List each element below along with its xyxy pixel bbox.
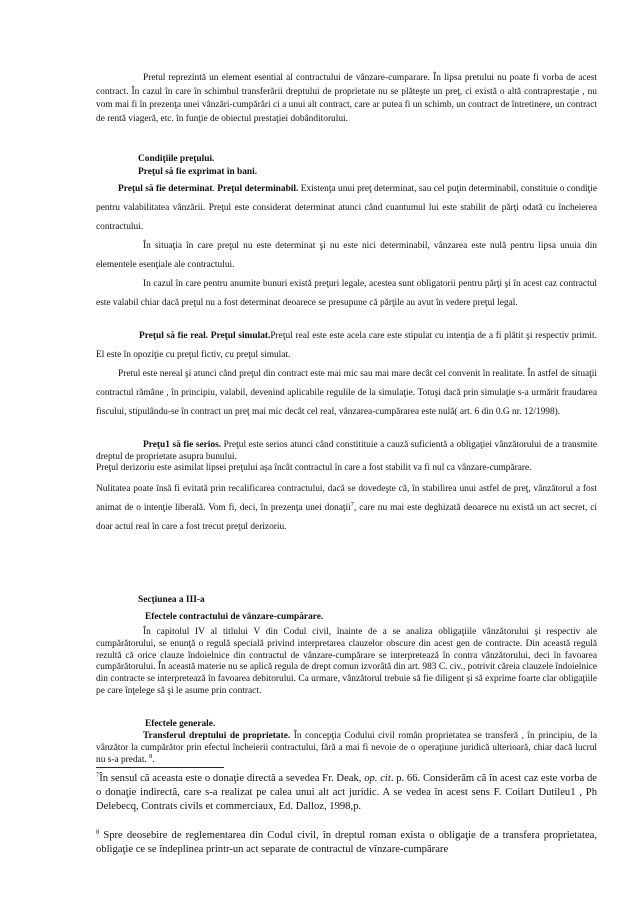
paragraph-real-price: Preţul să fie real. Preţul simulat.Preţul real este este acela care este stipulat cu intenţia de a fi plătit şi respectiv primit. El este în opoziţie cu preţul fictiv, cu preţul simulat. [96, 331, 597, 361]
footnote-separator [96, 767, 224, 768]
heading-price-in-money: Preţul să fie exprimat în bani. [138, 167, 258, 177]
paragraph-serious-price: Preţu1 să fie serios. Preţul este serios atunci când constitituie a cauză suficientă a obligaţiei vânzătorului de a transmite dreptul de proprietate asupra bunului. [96, 440, 597, 462]
footnote-ref-8: 8 [149, 752, 153, 760]
paragraph-determined-price: Preţul să fie determinat. Preţul determinabil. Existenţa unui preţ determinat, sau cel puţin determinabil, constituie o condiţie pentru valabilitatea vânzării. Preţul este considerat determinat atunci când cuantumul lui este stabilit de părţi odată cu încheierea contractului. [96, 184, 597, 233]
footnote-mark-8: 8 [96, 828, 100, 836]
paragraph-nullity-avoided: Nulitatea poate însă fi evitată prin recalificarea contractului, dacă se dovedeşte că, în stabilirea unui astfel de preţ, vânzătorul a fost animat de o intenţie liberală. Vom fi, deci, în prezenţa unei donaţii$^7$, care nu mai este deghizată deoarece nu există un act secret, ci doar actul real în care a fost trecut preţul derizoriu. [96, 484, 597, 533]
paragraph-derisory-price: Preţul derizoriu este asimilat lipsei preţului aşa încât contractul în care a fost stabilit va fi nul ca vânzare-cumpărare. [96, 463, 532, 473]
paragraph-legal-prices: In cazul în care pentru anumite bunuri există preţuri legale, acestea sunt obligatorii pentru părţi şi în acest caz contractul este valabil chiar dacă preţul nu a fost determinat deoarece se presupune că părţile au avut în vedere preţul legal. [96, 279, 597, 309]
paragraph-undetermined-price: În situaţia în care preţul nu este determinat şi nu este nici determinabil, vânzarea este nulă pentru lipsa unuia din elementele esenţiale ale contractului. [96, 241, 597, 271]
footnote-mark-7: 7 [96, 771, 100, 779]
heading-section-three: Secţiunea a III-a [138, 595, 205, 605]
heading-general-effects: Efectele generale. [145, 719, 216, 729]
footnote-ref-7: 7 [350, 501, 354, 509]
footnote-7: $^7$În sensul că aceasta este o donaţie directă a sevedea Fr. Deak, op. cit. p. 66. Considerăm că în acest caz este vorba de o donaţie indirectă, care s-a realizat pe calea unui alt act juridic. A se vedea în acest sens F. Coilart Dutileu1 , Ph Delebecq, Contrats civils et commerciaux, Ed. Dalloz, 1998,p. [96, 771, 598, 812]
footnote-8: $^8$ Spre deosebire de reglementarea din Codul civil, în dreptul roman exista o obligaţie de a transfera proprietatea, obligaţie ce se îndeplinea printr-un act separate de contractul de vînzare-cumpărare [96, 828, 597, 855]
heading-contract-effects: Efectele contractului de vânzare-cumpărare. [145, 612, 324, 622]
paragraph-price-definition: Pretul reprezintă un element esential al contractului de vânzare-cumparare. În lipsa pretului nu poate fi vorba de acest contract. În cazul în care în schimbul transferării dreptului de proprietate nu se plăteşte un preţ, ci există o altă contraprestaţie , nu vom mai fi în prezenţa unei vânzări-cumpărări ci a unui alt contract, care ar putea fi un schimb, un contract de întretinere, un contract de rentă viageră, etc. în funţie de obiectul prestaţiei dobânditorului. [96, 73, 597, 124]
heading-price-conditions: Condiţiile preţului. [138, 154, 215, 164]
paragraph-unreal-price: Pretul este nereal şi atunci când preţul din contract este mai mic sau mai mare decât cel convenit în realitate. În astfel de situaţii contractul rămâne , în principiu, valabil, devenind aplicabile regulile de la simulaţie. Totuşi dacă prin simulaţie s-a urmărit fraudarea fiscului, stipulându-se în contract un preţ mai mic decât cel real, vânzarea-cumpărarea este nulă( art. 6 din 0.G nr. 12/1998). [96, 369, 597, 418]
paragraph-interpretation-rule: În capitolul IV al titlului V din Codul civil, înainte de a se analiza obligaţiile vânzătorului şi respectiv ale cumpărătorului, se enunţă o regulă specială privind interpretarea clauzelor obscure din acest gen de contracte. Din această regulă rezultă că orice clauze îndoielnice din contractul de vânzare-cumpărare se interpretează în contra vânzătorului, deci în favoarea cumpărătorului. În această materie nu se aplică regula de drept comun izvorâtă din art. 983 C. civ., potrivit căreia clauzele îndoielnice din contracte se interpretează în favoarea debitorului. Ca urmare, vânzătorul trebuie să fie diligent şi să exprime foarte clar obligaţiile pe care înţelege să şi le asume prin contract. [96, 627, 597, 696]
paragraph-property-transfer: Transferul dreptului de proprietate. În concepţia Codului civil român proprietatea se transferă , în principiu, de la vânzător la cumpărător prin efectul încheierii contractului, fără a mai fi nevoie de o operaţiune juridică ulterioară, chiar dacă lucrul nu s-a predat. $^8$. [96, 731, 597, 765]
